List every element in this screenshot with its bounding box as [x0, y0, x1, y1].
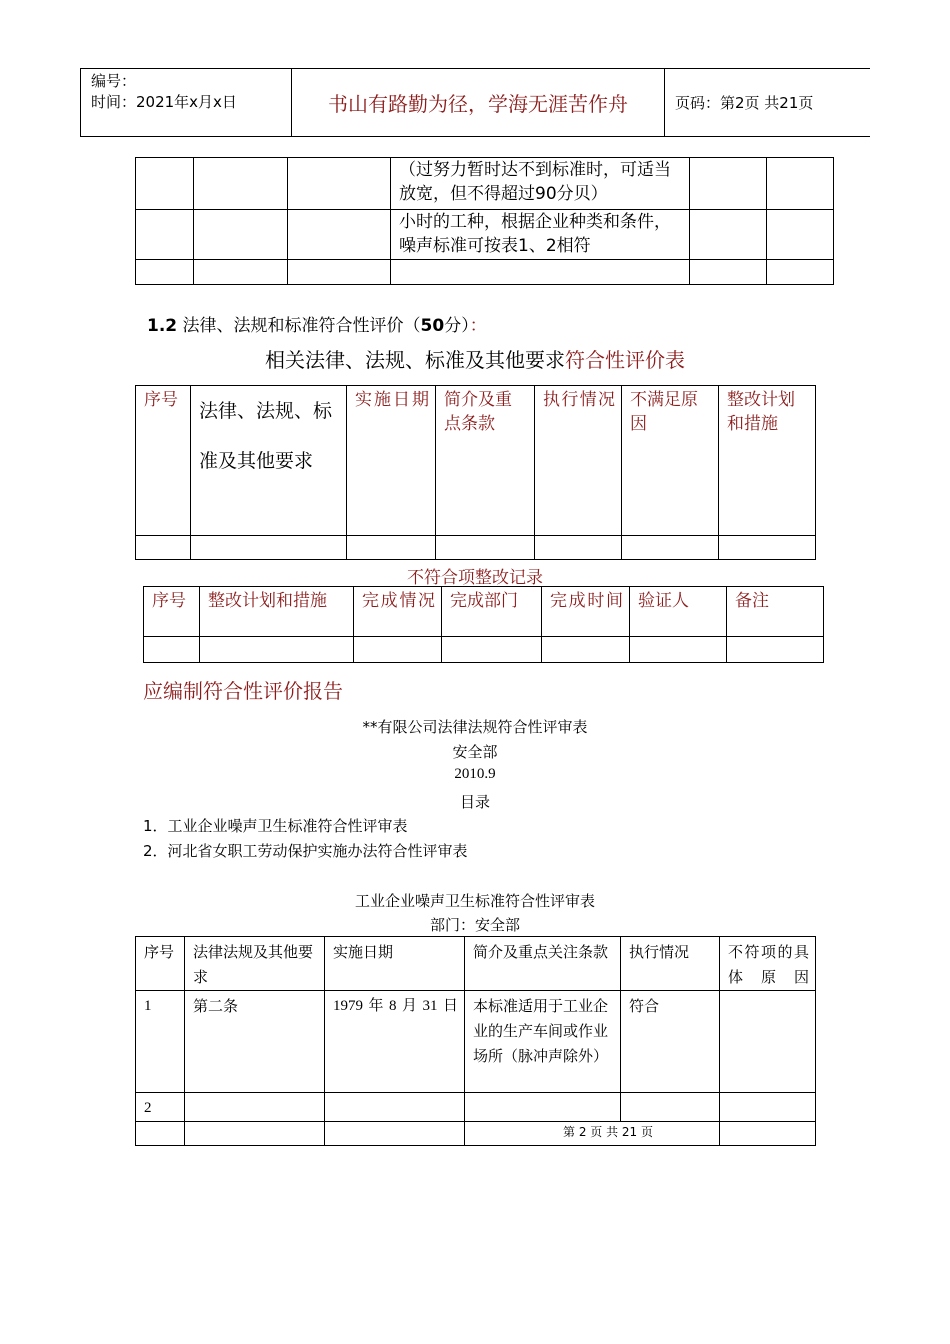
column-header: 执行情况: [621, 937, 720, 991]
column-header: 不符项的具体原因: [720, 937, 816, 991]
column-header: 序号: [144, 587, 200, 637]
section-heading: [147, 311, 487, 336]
table-row: [136, 1122, 816, 1146]
table-cell: 1: [136, 991, 185, 1093]
table3-department: 部门：安全部: [429, 916, 520, 934]
column-header: 验证人: [630, 587, 727, 637]
number-label: 编号：: [91, 72, 137, 90]
continuation-table: [135, 157, 834, 285]
column-header: 简介及重点条款: [436, 386, 535, 536]
page-footer: 第 2 页 共 21 页: [465, 1122, 720, 1146]
table-cell: [720, 1093, 816, 1122]
page-label: 页码：第2页 共21页: [665, 69, 871, 137]
section-text-a: 法律、法规和标准符合性评价（: [182, 316, 421, 336]
section-number: 1.2: [147, 316, 178, 336]
noise-standard-table: [135, 936, 816, 1146]
column-header: 实施日期: [325, 937, 465, 991]
column-header: 不满足原因: [622, 386, 719, 536]
column-header: 整改计划和措施: [719, 386, 816, 536]
conformity-table: [135, 385, 816, 560]
toc-title: 目录: [459, 793, 490, 811]
table-cell: [185, 1093, 325, 1122]
table-cell: [720, 991, 816, 1093]
page-header: [80, 68, 870, 137]
table-row: [136, 991, 816, 1093]
toc-item: 1．工业企业噪声卫生标准符合性评审表: [143, 817, 408, 835]
motto: 书山有路勤为径，学海无涯苦作舟: [292, 69, 665, 137]
column-header: 序号: [136, 937, 185, 991]
column-header: 完成时间: [542, 587, 630, 637]
column-header: 序号: [136, 386, 191, 536]
date: 2010.9: [454, 766, 496, 782]
table-cell: 第二条: [185, 991, 325, 1093]
header-meta: [81, 69, 292, 137]
table-cell: [621, 1093, 720, 1122]
table-cell: [325, 1093, 465, 1122]
table2-title: 不符合项整改记录: [407, 568, 543, 588]
table-header-row: [136, 937, 816, 991]
column-header: 整改计划和措施: [200, 587, 354, 637]
table-cell: 小时的工种，根据企业种类和条件，噪声标准可按表1、2相符: [391, 210, 690, 260]
table-cell: 本标准适用于工业企业的生产车间或作业场所（脉冲声除外）: [465, 991, 621, 1093]
table-cell: 符合: [621, 991, 720, 1093]
company-title: **有限公司法律法规符合性评审表: [362, 718, 588, 736]
table-row: [136, 210, 834, 260]
section-score: 50: [420, 316, 445, 336]
table1-title-red: 符合性评价表: [565, 348, 685, 372]
table3-title: 工业企业噪声卫生标准符合性评审表: [354, 892, 595, 910]
table-cell: 1979年8月31日: [325, 991, 465, 1093]
table-row: [136, 260, 834, 285]
time-label: 时间：2021年x月x日: [91, 93, 237, 111]
table-row: [136, 158, 834, 210]
column-header: 备注: [727, 587, 824, 637]
section-text-b: 分）: [444, 316, 470, 336]
table-cell: （过努力暂时达不到标准时，可适当放宽，但不得超过90分贝）: [391, 158, 690, 210]
table-cell: [465, 1093, 621, 1122]
column-header: 法律法规及其他要求: [185, 937, 325, 991]
column-header: 完成情况: [354, 587, 442, 637]
table-header-row: [144, 587, 824, 637]
column-header: 完成部门: [442, 587, 542, 637]
department: 安全部: [452, 743, 498, 761]
table1-title: [0, 344, 950, 373]
table-header-row: [136, 386, 816, 536]
report-heading: 应编制符合性评价报告: [143, 679, 343, 703]
column-header: 实施日期: [347, 386, 436, 536]
section-colon: ：: [469, 316, 487, 336]
column-header: 执行情况: [535, 386, 622, 536]
toc-item: 2．河北省女职工劳动保护实施办法符合性评审表: [143, 842, 468, 860]
table-row: [136, 536, 816, 560]
table1-title-black: 相关法律、法规、标准及其他要求: [265, 348, 565, 372]
column-header: 法律、法规、标准及其他要求: [191, 386, 347, 536]
table-row: [144, 637, 824, 663]
table-row: [136, 1093, 816, 1122]
table-cell: 2: [136, 1093, 185, 1122]
column-header: 简介及重点关注条款: [465, 937, 621, 991]
rectification-table: [143, 586, 824, 663]
